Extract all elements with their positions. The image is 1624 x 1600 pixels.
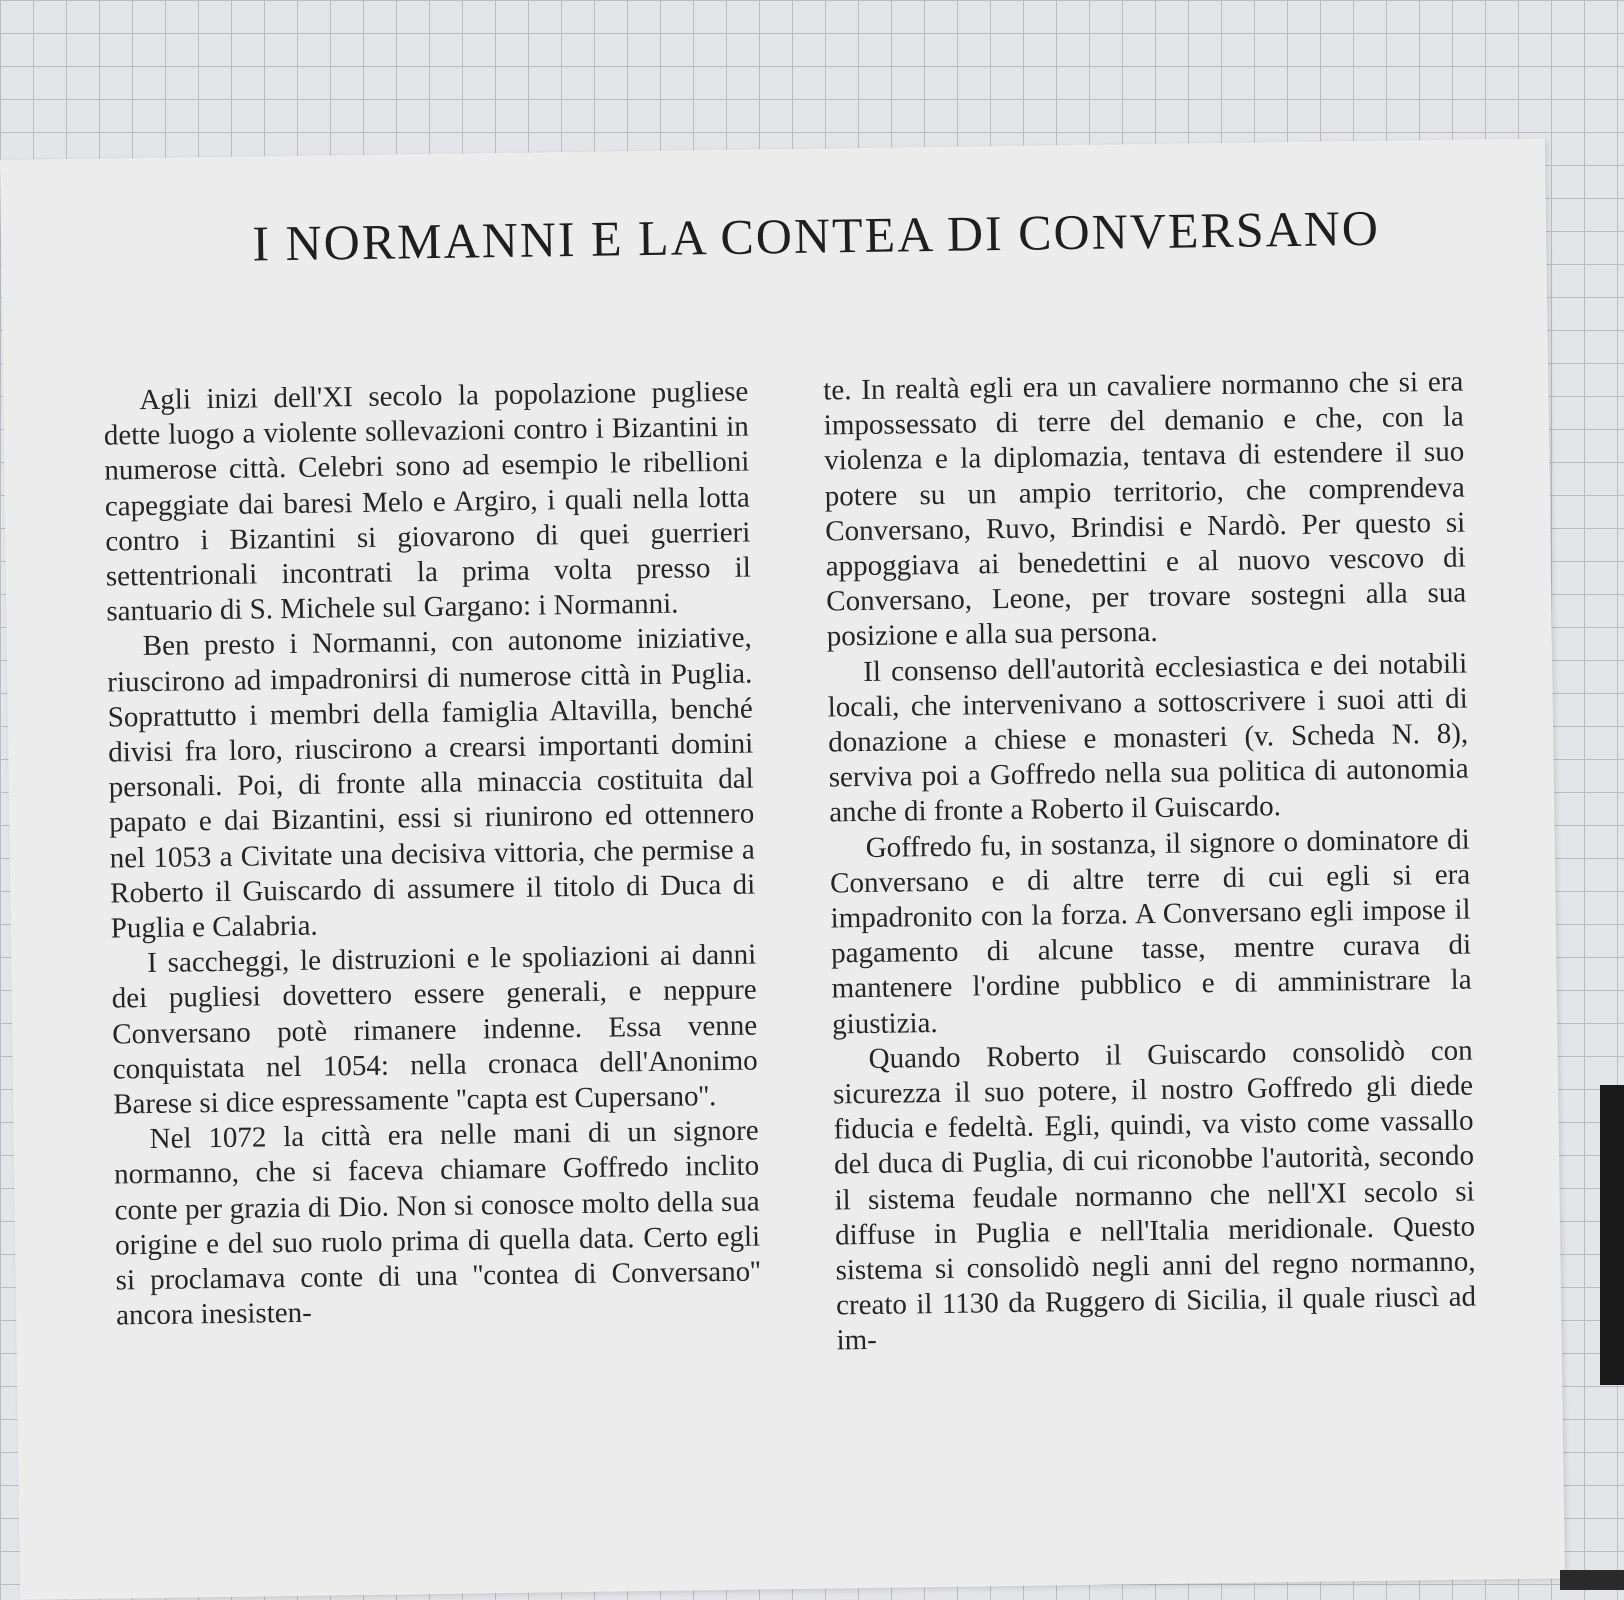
left-column <box>103 375 761 1334</box>
document-page <box>0 138 1565 1599</box>
document-title: I NORMANNI E LA CONTEA DI CONVERSANO <box>252 199 1381 272</box>
paragraph: te. In realtà egli era un cavaliere normanno che si era impossessato di terre del demanio e che, con la violenza e la diplomazia, tentava di estendere il suo potere su un ampio territorio, che comprendeva Conversano, Ruvo, Brindisi e Nardò. Per questo si appoggiava ai benedettini e al nuovo vescovo di Conversano, Leone, per trovare sostegni alla sua posizione e alla sua persona. <box>823 365 1467 653</box>
paragraph: Quando Roberto il Guiscardo consolidò con sicurezza il suo potere, il nostro Goffredo gli diede fiducia e fedeltà. Egli, quindi, va visto come vassallo del duca di Puglia, di cui riconobbe l'autorità, secondo il sistema feudale normanno che nell'XI secolo si diffuse in Puglia e nell'Italia meridionale. Questo sistema si consolidò negli anni del regno normanno, creato il 1130 da Ruggero di Sicilia, il quale riuscì ad im- <box>832 1034 1477 1357</box>
edge-shadow <box>1560 1570 1624 1590</box>
paragraph: Nel 1072 la città era nelle mani di un signore normanno, che si faceva chiamare Goffredo inclito conte per grazia di Dio. Non si conosce molto della sua origine e del suo ruolo prima di quella data. Certo egli si proclamava conte di una ''contea di Conversano'' ancora inesisten- <box>113 1114 761 1332</box>
paragraph: Goffredo fu, in sostanza, il signore o dominatore di Conversano e di altre terre di cui egli si era impadronito con la forza. A Conversano egli impose il pagamento di alcune tasse, mentre curava di mantenere l'ordine pubblico e di amministrare la giustizia. <box>829 823 1472 1041</box>
paragraph: Il consenso dell'autorità ecclesiastica e dei notabili locali, che intervenivano a sottoscrivere i suoi atti di donazione a chiese e monasteri (v. Scheda N. 8), serviva poi a Goffredo nella sua politica di autonomia anche di fronte a Roberto il Guiscardo. <box>827 647 1469 829</box>
right-column <box>823 365 1477 1360</box>
paragraph: Agli inizi dell'XI secolo la popolazione pugliese dette luogo a violente sollevazioni contro i Bizantini in numerose città. Celebri sono ad esempio le ribellioni capeggiate dai baresi Melo e Argiro, i quali nella lotta contro i Bizantini si giovarono di quei guerrieri settentrionali incontrati la prima volta presso il santuario di S. Michele sul Gargano: i Normanni. <box>103 375 751 628</box>
paragraph: Ben presto i Normanni, con autonome iniziative, riuscirono ad impadronirsi di numerose città in Puglia. Soprattutto i membri della famiglia Altavilla, benché divisi fra loro, riuscirono a crearsi importanti domini personali. Poi, di fronte alla minaccia costituita dal papato e dai Bizantini, essi si riunirono ed ottennero nel 1053 a Civitate una decisiva vittoria, che permise a Roberto il Guiscardo di assumere il titolo di Duca di Puglia e Calabria. <box>107 621 756 945</box>
edge-shadow <box>1600 1085 1624 1385</box>
paragraph: I saccheggi, le distruzioni e le spoliazioni ai danni dei pugliesi dovettero essere generali, e neppure Conversano potè rimanere indenne. Essa venne conquistata nel 1054: nella cronaca dell'Anonimo Barese si dice espressamente ''capta est Cupersano''. <box>111 938 758 1121</box>
